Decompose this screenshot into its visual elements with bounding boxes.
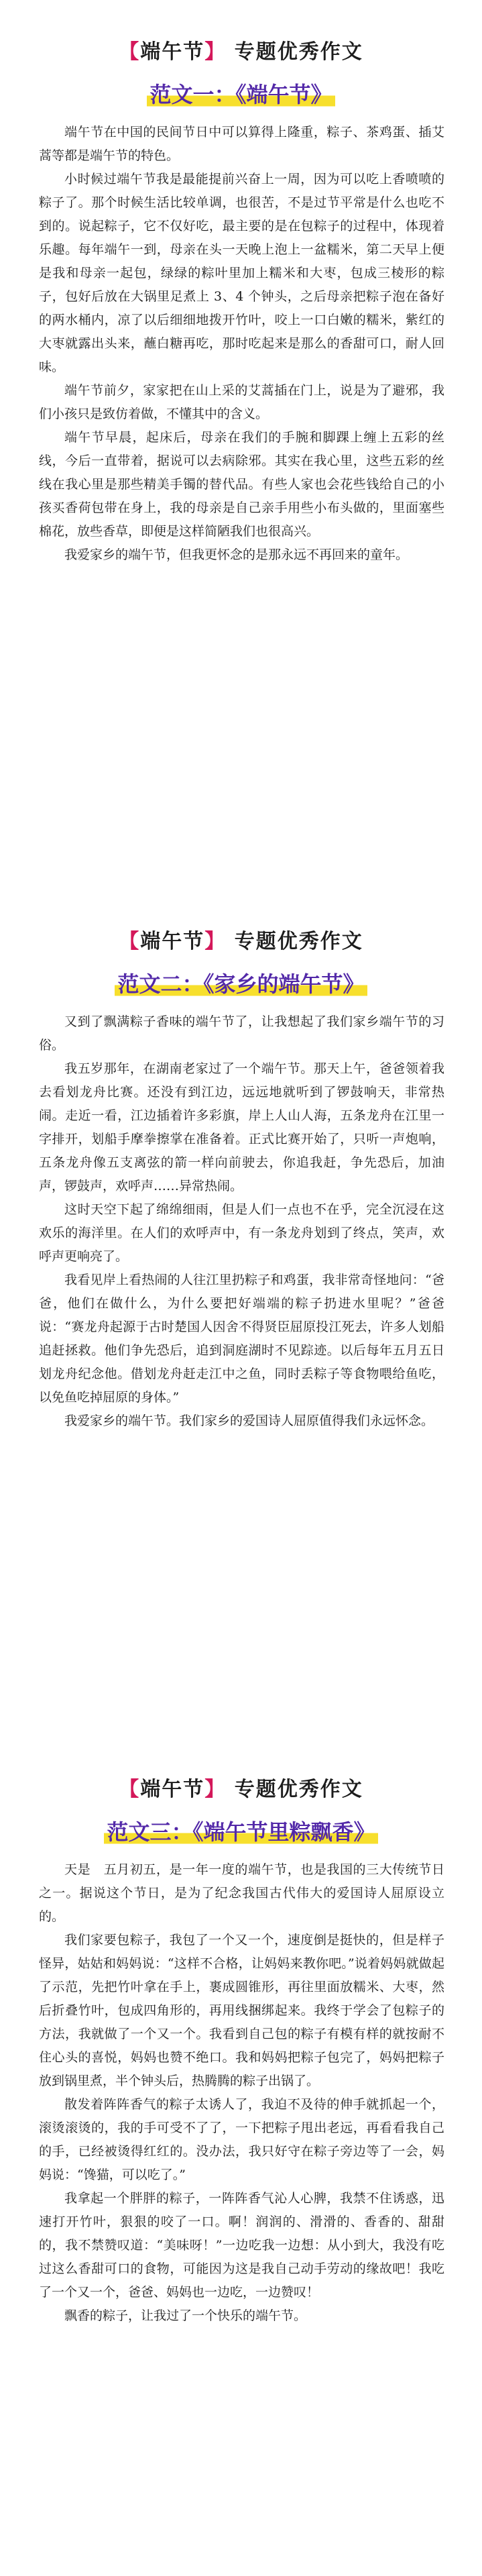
- essay-1-header: [0, 35, 482, 64]
- paragraph: 我们家要包粽子，我包了一个又一个，速度倒是挺快的，但是样子怪异，姑姑和妈妈说：“这样不合格，让妈妈来教你吧。”说着妈妈就做起了示范，先把竹叶拿在手上，裹成圆锥形，再往里面放糯米、大枣，然后折叠竹叶，包成四角形的，再用线捆绑起来。我终于学会了包粽子的方法，我就做了一个又一个。我看到自己包的粽子有模有样的就按耐不住心头的喜悦，妈妈也赞不绝口。我和妈妈把粽子包完了，妈妈把粽子放到锅里煮，半个钟头后，热腾腾的粽子出锅了。: [39, 1933, 444, 2088]
- bracket-open: 【: [119, 1778, 141, 1801]
- bracket-open: 【: [119, 930, 141, 953]
- essay-3-body: [39, 1858, 444, 2328]
- paragraph: 端午节在中国的民间节日中可以算得上隆重，粽子、茶鸡蛋、插艾蒿等都是端午节的特色。: [39, 125, 444, 163]
- bracket-close: 】: [204, 40, 227, 64]
- paragraph: 我拿起一个胖胖的粽子，一阵阵香气沁人心脾，我禁不住诱惑，迅速打开竹叶，狠狠的咬了一口。啊！润润的、滑滑的、香香的、甜甜的，我不禁赞叹道：“美味呀！”一边吃我一边想：从小到大，我没有吃过这么香甜可口的食物，可能因为这是我自己动手劳动的缘故吧！我吃了一个又一个，爸爸、妈妈也一边吃，一边赞叹！: [39, 2191, 444, 2300]
- essay-2-header: [0, 924, 482, 954]
- essay-1-body: [39, 121, 444, 567]
- paragraph: 我看见岸上看热闹的人往江里扔粽子和鸡蛋，我非常奇怪地问：“爸爸，他们在做什么，为什么要把好端端的粽子扔进水里呢？”爸爸说：“赛龙舟起源于古时楚国人因舍不得贤臣屈原投江死去，许多人划船追赶拯救。他们争先恐后，追到洞庭湖时不见踪迹。以后每年五月五日划龙舟纪念他。借划龙舟赶走江中之鱼，同时丢粽子等食物喂给鱼吃，以免鱼吃掉屈原的身体。”: [39, 1273, 444, 1405]
- paragraph: 我爱家乡的端午节，但我更怀念的是那永远不再回来的童年。: [64, 547, 409, 562]
- paragraph: 小时候过端午节我是最能提前兴奋上一周，因为可以吃上香喷喷的粽子了。那个时候生活比较单调，也很苦，不是过节平常是什么也吃不到的。说起粽子，它不仅好吃，最主要的是在包粽子的过程中，体现着乐趣。每年端午一到，母亲在头一天晚上泡上一盆糯米，第二天早上便是我和母亲一起包，绿绿的粽叶里加上糯米和大枣，包成三棱形的粽子，包好后放在大锅里足煮上 3、4 个钟头，之后母亲把粽子泡在备好的两水桶内，凉了以后细细地拨开竹叶，咬上一口白嫩的糯米，紫红的大枣就露出头来，蘸白糖再吃，那时吃起来是那么的香甜可口，耐人回味。: [39, 172, 444, 374]
- essay-1-title: 范文一：《端午节》: [147, 78, 335, 109]
- essay-2-title: 范文二：《家乡的端午节》: [115, 967, 367, 998]
- paragraph: 端午节前夕，家家把在山上采的艾蒿插在门上，说是为了避邪，我们小孩只是致仿着做，不懂其中的含义。: [39, 383, 444, 421]
- header-label: 端午节: [140, 930, 205, 953]
- paragraph: 天是 五月初五，是一年一度的端午节，也是我国的三大传统节日之一。据说这个节日，是为了纪念我国古代伟大的爱国诗人屈原设立的。: [39, 1862, 444, 1924]
- paragraph: 散发着阵阵香气的粽子太诱人了，我迫不及待的伸手就抓起一个，滚烫滚烫的，我的手可受不了了，一下把粽子甩出老远，再看看我自己的手，已经被烫得红红的。没办法，我只好守在粽子旁边等了一会，妈妈说：“馋猫，可以吃了。”: [39, 2097, 444, 2182]
- paragraph: 我爱家乡的端午节。我们家乡的爱国诗人屈原值得我们永远怀念。: [64, 1413, 434, 1428]
- header-subtitle: 专题优秀作文: [234, 930, 363, 953]
- bracket-close: 】: [204, 1778, 227, 1801]
- header-subtitle: 专题优秀作文: [234, 40, 363, 64]
- header-label: 端午节: [140, 1778, 205, 1801]
- paragraph: 这时天空下起了绵绵细雨，但是人们一点也不在乎，完全沉浸在这欢乐的海洋里。在人们的欢呼声中，有一条龙舟划到了终点，笑声，欢呼声更响亮了。: [39, 1202, 444, 1264]
- essay-1: [0, 35, 482, 567]
- header-label: 端午节: [140, 40, 205, 64]
- bracket-open: 【: [119, 40, 141, 64]
- essay-2: [0, 924, 482, 1433]
- paragraph: 端午节早晨，起床后，母亲在我们的手腕和脚踝上缠上五彩的丝线，今后一直带着，据说可以去病除邪。其实在我心里，这些五彩的丝线在我心里是那些精美手镯的替代品。有些人家也会花些钱给自己的小孩买香荷包带在身上，我的母亲是自己亲手用些小布头做的，里面塞些棉花，放些香草，即便是这样简陋我们也很高兴。: [39, 430, 444, 539]
- header-subtitle: 专题优秀作文: [234, 1778, 363, 1801]
- essay-3-header: [0, 1772, 482, 1802]
- bracket-close: 】: [204, 930, 227, 953]
- paragraph: 我五岁那年，在湖南老家过了一个端午节。那天上午，爸爸领着我去看划龙舟比赛。还没有到江边，远远地就听到了锣鼓响天，非常热闹。走近一看，江边插着许多彩旗，岸上人山人海，五条龙舟在江里一字排开，划船手摩拳擦掌在准备着。正式比赛开始了，只听一声炮响，五条龙舟像五支离弦的箭一样向前驶去，你追我赶，争先恐后，加油声，锣鼓声，欢呼声……异常热闹。: [39, 1061, 444, 1193]
- essay-3: [0, 1772, 482, 2328]
- paragraph: 又到了飘满粽子香味的端午节了，让我想起了我们家乡端午节的习俗。: [39, 1014, 444, 1053]
- essay-2-body: [39, 1010, 444, 1433]
- paragraph: 飘香的粽子，让我过了一个快乐的端午节。: [64, 2308, 307, 2323]
- essay-3-title: 范文三：《端午节里粽飘香》: [104, 1815, 377, 1846]
